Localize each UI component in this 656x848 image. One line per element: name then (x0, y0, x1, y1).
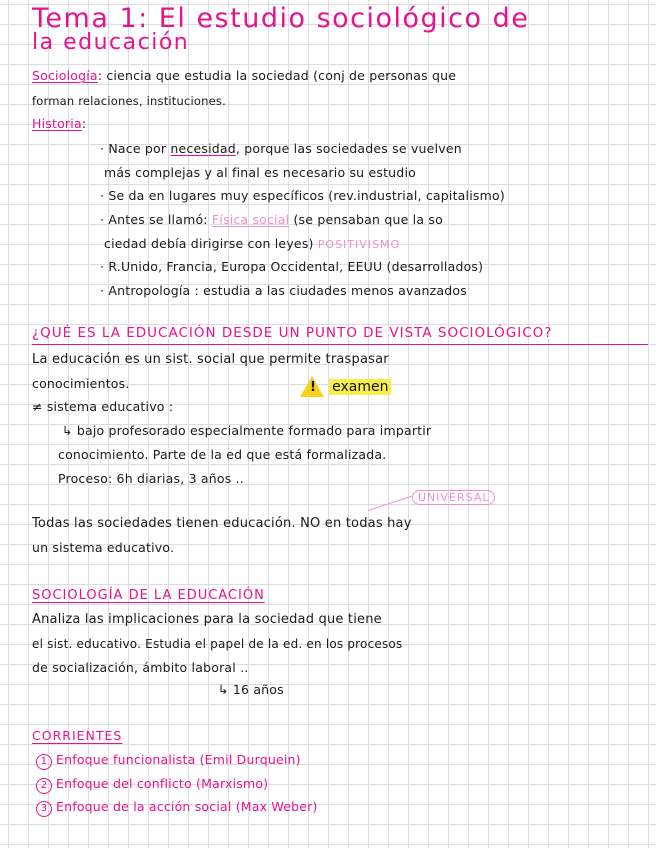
historia-heading-row (32, 116, 86, 131)
question-heading: ¿QUÉ ES LA EDUCACIÓN DESDE UN PUNTO DE VISTA SOCIOLÓGICO? (32, 325, 553, 341)
soc-ed-note: ↳ 16 años (218, 682, 284, 697)
historia-item: · R.Unido, Francia, Europa Occidental, EEUU (desarrollados) (100, 259, 484, 274)
question-heading-underline (32, 344, 648, 345)
historia-item (100, 141, 462, 156)
historia-item: · Antropología : estudia a las ciudades menos avanzados (100, 283, 467, 298)
question-todas2: un sistema educativo. (32, 540, 175, 555)
question-todas1: Todas las sociedades tienen educación. NO en todas hay (32, 516, 412, 531)
question-neq: ≠ sistema educativo : (32, 399, 174, 414)
page-title-line1: Tema 1: El estudio sociológico de (32, 3, 530, 34)
historia-item (100, 212, 443, 227)
soc-ed-line2: el sist. educativo. Estudia el papel de la ed. en los procesos (32, 637, 403, 651)
corriente-text: Enfoque del conflicto (Marxismo) (56, 776, 269, 791)
question-sub1: ↳ bajo profesorado especialmente formado para impartir (62, 423, 432, 438)
corrientes-heading: CORRIENTES (32, 728, 123, 743)
universal-label: UNIVERSAL (412, 490, 495, 505)
exam-label: examen (329, 379, 391, 395)
historia-item: · Se da en lugares muy específicos (rev.industrial, capitalismo) (100, 188, 505, 203)
question-sub2: conocimiento. Parte de la ed que está formalizada. (58, 447, 387, 462)
question-proceso: Proceso: 6h diarias, 3 años .. (58, 471, 244, 486)
soc-ed-line1: Analiza las implicaciones para la sociedad que tiene (32, 612, 382, 627)
historia-item-text: · Nace por (100, 141, 171, 156)
question-line1: La educación es un sist. social que permite traspasar (32, 352, 389, 367)
historia-item-pink: POSITIVISMO (317, 238, 401, 251)
historia-item-text: ciedad debía dirigirse con leyes) (104, 236, 318, 251)
exam-note (300, 376, 391, 397)
definition-line2: forman relaciones, instituciones. (32, 94, 226, 108)
historia-item-text: , porque las sociedades se vuelven (235, 141, 462, 156)
corriente-number: 3 (36, 801, 52, 817)
corriente-item (36, 776, 268, 794)
historia-item (104, 236, 400, 251)
soc-ed-heading: SOCIOLOGÍA DE LA EDUCACIÓN (32, 588, 265, 603)
historia-item-mark: necesidad (170, 141, 236, 156)
historia-colon: : (81, 116, 87, 131)
historia-item-pink: Física social (211, 212, 290, 227)
question-line2: conocimientos. (32, 376, 130, 391)
definition-text1: : ciencia que estudia la sociedad (conj de personas que (97, 68, 457, 83)
corriente-text: Enfoque funcionalista (Emil Durquein) (56, 752, 301, 767)
warning-icon: ! (300, 376, 324, 397)
corriente-number: 2 (36, 778, 52, 794)
universal-arrow (368, 496, 412, 511)
page-title-line2: la educación (32, 30, 190, 55)
corriente-item (36, 799, 318, 817)
historia-item-text: · Antes se llamó: (100, 212, 212, 227)
historia-item: más complejas y al final es necesario su estudio (104, 165, 416, 180)
definition-line1 (32, 68, 456, 83)
corriente-number: 1 (36, 754, 52, 770)
soc-ed-line3: de socialización, ámbito laboral .. (32, 660, 249, 675)
historia-heading: Historia (32, 116, 82, 131)
corriente-item (36, 752, 301, 770)
definition-term: Sociología (32, 68, 98, 83)
corriente-text: Enfoque de la acción social (Max Weber) (56, 799, 318, 814)
historia-item-text: (se pensaban que la so (289, 212, 443, 227)
